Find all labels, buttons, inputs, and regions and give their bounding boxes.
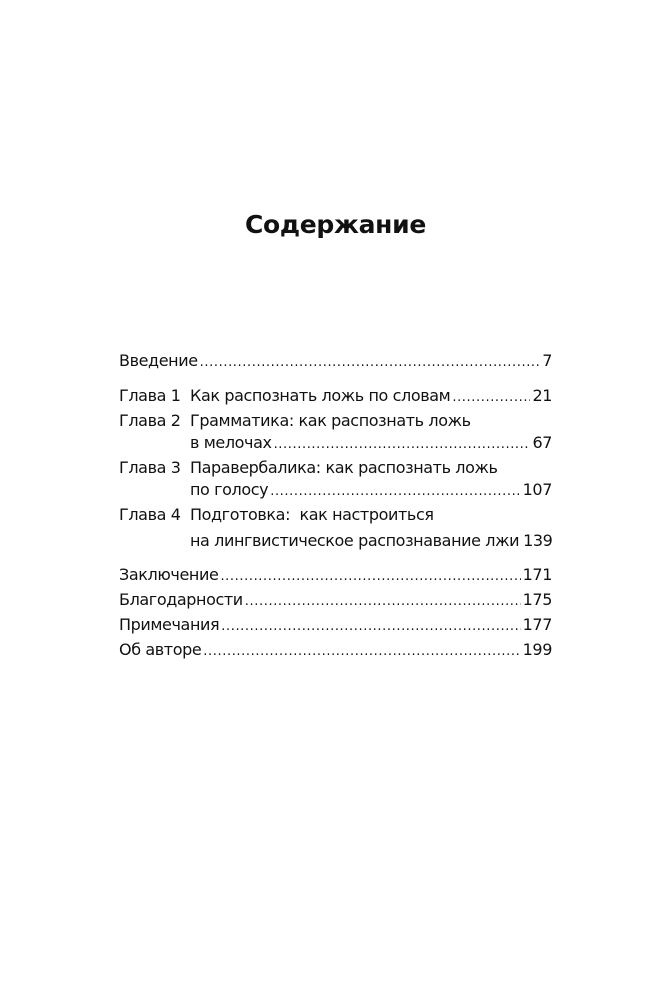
chapter-label: Глава 2 [119,411,181,430]
chapter-title: Грамматика: как распознать ложь [190,411,471,430]
chapter-label: Глава 3 [119,458,181,477]
chapter-title: Паравербалика: как распознать ложь [190,458,498,477]
toc-entry-notes [119,614,552,636]
chapter-title-continued: по голосу [190,480,269,499]
toc-entry-label: Благодарности [119,590,243,609]
toc-page-number: 107 [522,480,552,499]
dot-leader [245,591,521,613]
dot-leader [203,641,520,663]
dot-leader [270,481,520,503]
toc-chapter-1 [119,385,552,407]
toc-entry-label: Об авторе [119,640,202,659]
toc-entry-label: Заключение [119,565,219,584]
toc-page-number: 67 [532,433,552,452]
dot-leader [220,566,520,588]
toc-page-number: 199 [522,640,552,659]
dot-leader [200,352,541,374]
chapter-title: Как распознать ложь по словам [190,386,451,405]
toc-page-number: 171 [522,565,552,584]
toc-page-number: 139 [523,531,553,550]
chapter-title: Подготовка: как настроиться [190,505,434,524]
page-title: Содержание [244,210,427,239]
toc-entry-label: Введение [119,351,198,370]
chapter-label: Глава 4 [119,505,181,524]
toc-chapter-2 [119,410,552,454]
toc-entry-conclusion [119,564,552,586]
toc-entry-intro [119,350,552,372]
dot-leader [274,434,531,456]
toc-chapter-4 [119,504,552,552]
chapter-title-continued: на лингвистическое распознавание лжи [190,531,520,550]
toc-chapter-3 [119,457,552,501]
toc-entry-label: Примечания [119,615,220,634]
toc-page-number: 21 [532,386,552,405]
chapter-title-continued: в мелочах [190,433,272,452]
toc-page-number: 175 [522,590,552,609]
table-of-contents [119,350,552,661]
dot-leader [452,387,530,409]
toc-entry-about-author [119,639,552,661]
toc-entry-acknowledgements [119,589,552,611]
toc-page-number: 177 [522,615,552,634]
dot-leader [221,616,520,638]
chapter-label: Глава 1 [119,386,181,405]
toc-page-number: 7 [542,351,552,370]
